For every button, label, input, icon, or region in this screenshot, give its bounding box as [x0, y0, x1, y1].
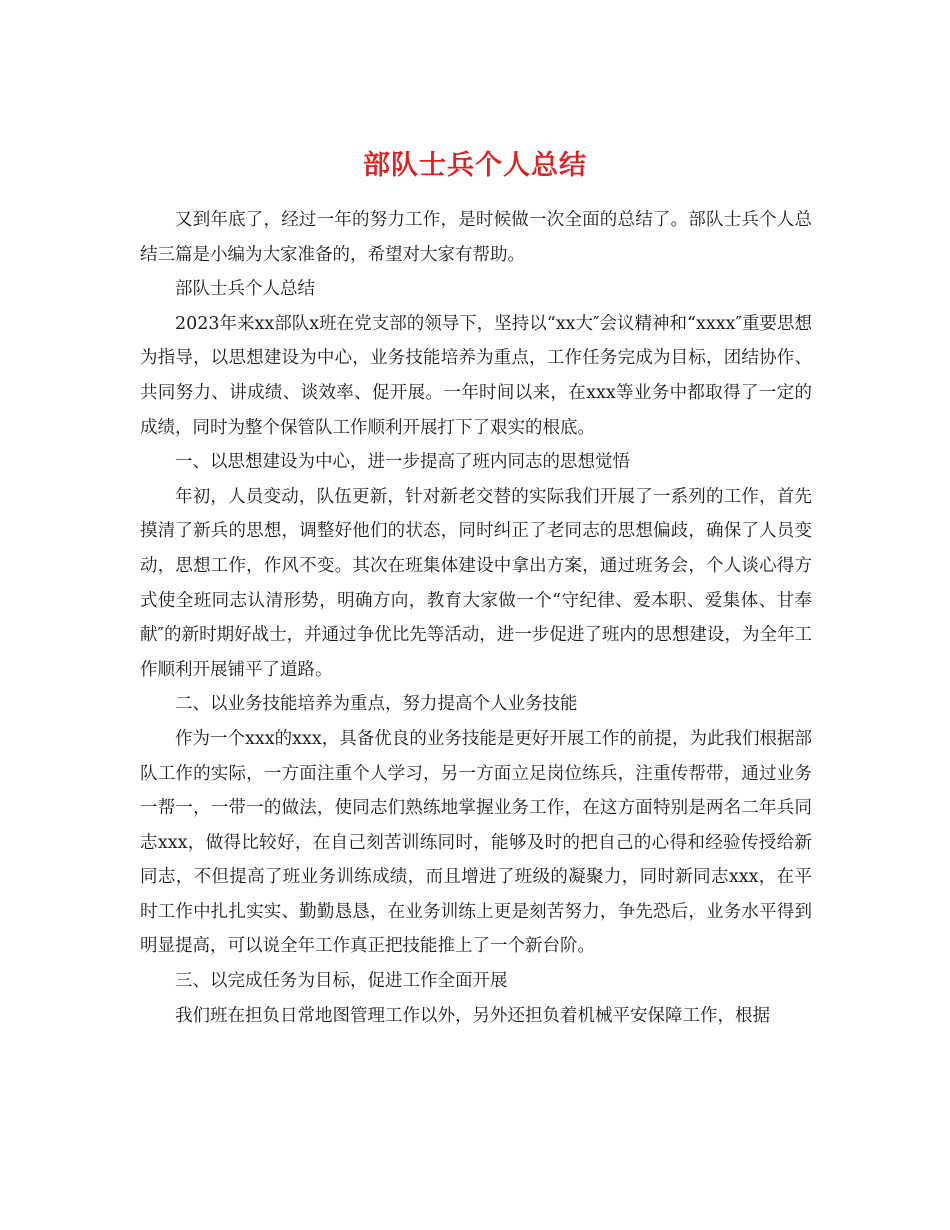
section-paragraph-1: 年初，人员变动，队伍更新，针对新老交替的实际我们开展了一系列的工作，首先摸清了新兵的思想，调整好他们的状态，同时纠正了老同志的思想偏歧，确保了人员变动，思想工作，作风不变。其次在班集体建设中拿出方案，通过班务会，个人谈心得方式使全班同志认清形势，明确方向，教育大家做一个“守纪律、爱本职、爱集体、甘奉献″的新时期好战士，并通过争优比先等活动，进一步促进了班内的思想建设，为全年工作顺利开展铺平了道路。	[140, 486, 812, 680]
document-title: 部队士兵个人总结	[363, 150, 587, 182]
document-body	[140, 203, 812, 1033]
intro-paragraph: 又到年底了，经过一年的努力工作，是时候做一次全面的总结了。部队士兵个人总结三篇是小编为大家准备的，希望对大家有帮助。	[140, 210, 812, 265]
overview-paragraph: 2023年来xx部队x班在党支部的领导下，坚持以“xx大″会议精神和“xxxx″重要思想为指导，以思想建设为中心，业务技能培养为重点，工作任务完成为目标，团结协作、共同努力、讲成绩、谈效率、促开展。一年时间以来，在xxx等业务中都取得了一定的成绩，同时为整个保管队工作顺利开展打下了艰实的根底。	[140, 313, 812, 438]
section-heading-2: 二、以业务技能培养为重点，努力提高个人业务技能	[175, 694, 578, 715]
subtitle-paragraph: 部队士兵个人总结	[175, 279, 315, 300]
section-paragraph-2: 作为一个xxx的xxx，具备优良的业务技能是更好开展工作的前提，为此我们根据部队工作的实际，一方面注重个人学习，另一方面立足岗位练兵，注重传帮带，通过业务一帮一，一带一的做法，使同志们熟练地掌握业务工作，在这方面特别是两名二年兵同志xxx，做得比较好，在自己刻苦训练同时，能够及时的把自己的心得和经验传授给新同志，不但提高了班业务训练成绩，而且增进了班级的凝聚力，同时新同志xxx，在平时工作中扎扎实实、勤勤恳恳，在业务训练上更是刻苦努力，争先恐后，业务水平得到明显提高，可以说全年工作真正把技能推上了一个新台阶。	[140, 728, 812, 957]
section-heading-1: 一、以思想建设为中心，进一步提高了班内同志的思想觉悟	[175, 452, 630, 473]
section-paragraph-3: 我们班在担负日常地图管理工作以外，另外还担负着机械平安保障工作，根据	[175, 1005, 770, 1026]
section-heading-3: 三、以完成任务为目标，促进工作全面开展	[175, 971, 508, 992]
